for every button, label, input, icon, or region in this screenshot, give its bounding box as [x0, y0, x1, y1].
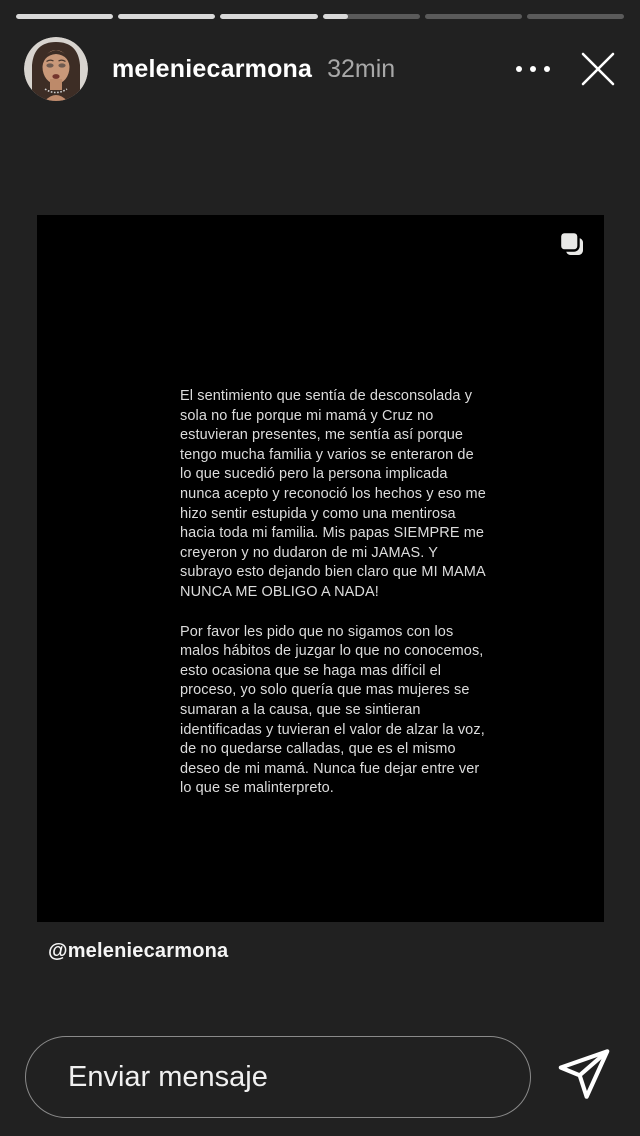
story-text-line: hacia toda mi familia. Mis papas SIEMPRE me [180, 525, 485, 542]
story-text-line: lo que sucedió pero la persona implicada [180, 466, 448, 483]
more-options-button[interactable] [510, 46, 556, 92]
send-button[interactable] [552, 1043, 614, 1105]
story-text-line: nunca acepto y reconoció los hechos y eso me [180, 485, 486, 502]
story-text-line: malos hábitos de juzgar lo que no conocemos, [180, 643, 484, 660]
shared-post-card[interactable] [37, 215, 604, 922]
progress-segment [220, 14, 317, 19]
story-text-line: creyeron y no dudaron de mi JAMAS. Y [180, 544, 439, 561]
story-timestamp: 32min [327, 54, 396, 83]
progress-segment [527, 14, 624, 19]
avatar-image [24, 37, 88, 101]
reply-input[interactable] [25, 1036, 531, 1118]
story-text-line: estuvieran presentes, me sentía así porque [180, 427, 464, 444]
story-text-line: hizo sentir estupida y como una mentirosa [180, 505, 456, 522]
story-text-line: de no quedarse calladas, que es el mismo [180, 741, 456, 758]
avatar[interactable] [24, 37, 88, 101]
story-text-line: deseo de mi mamá. Nunca fue dejar entre ver [180, 760, 480, 777]
close-button[interactable] [574, 45, 622, 93]
story-text-line: subrayo esto dejando bien claro que MI MAMA [180, 564, 486, 581]
story-text-line: lo que se malinterpreto. [180, 780, 334, 797]
story-text-line: sumaran a la causa, que se sintieran [180, 701, 421, 718]
post-paragraph [180, 623, 488, 799]
post-paragraph [180, 387, 488, 603]
progress-segment [118, 14, 215, 19]
x-icon [578, 49, 618, 89]
progress-segment [16, 14, 113, 19]
mention-tag[interactable]: @meleniecarmona [48, 940, 229, 962]
progress-segment [425, 14, 522, 19]
carousel-icon [559, 231, 585, 257]
story-text-line: esto ocasiona que se haga mas difícil el [180, 662, 442, 679]
story-progress[interactable] [16, 14, 624, 19]
story-text-line: NUNCA ME OBLIGO A NADA! [180, 583, 379, 600]
paper-plane-icon [552, 1043, 614, 1105]
ellipsis-icon [516, 66, 522, 72]
story-header [24, 36, 622, 102]
story-text-line: sola no fue porque mi mamá y Cruz no [180, 407, 434, 424]
story-text-line: identificadas y tuvieran el valor de alzar la voz, [180, 721, 485, 738]
progress-segment [323, 14, 420, 19]
story-text-line: tengo mucha familia y varios se enteraron de [180, 446, 474, 463]
story-text-line: proceso, yo solo quería que mas mujeres se [180, 682, 470, 699]
story-text-line: Por favor les pido que no sigamos con los [180, 623, 454, 640]
post-text-block [180, 387, 488, 799]
story-text-line: El sentimiento que sentía de desconsolada y [180, 388, 473, 404]
username[interactable]: meleniecarmona [112, 54, 313, 83]
